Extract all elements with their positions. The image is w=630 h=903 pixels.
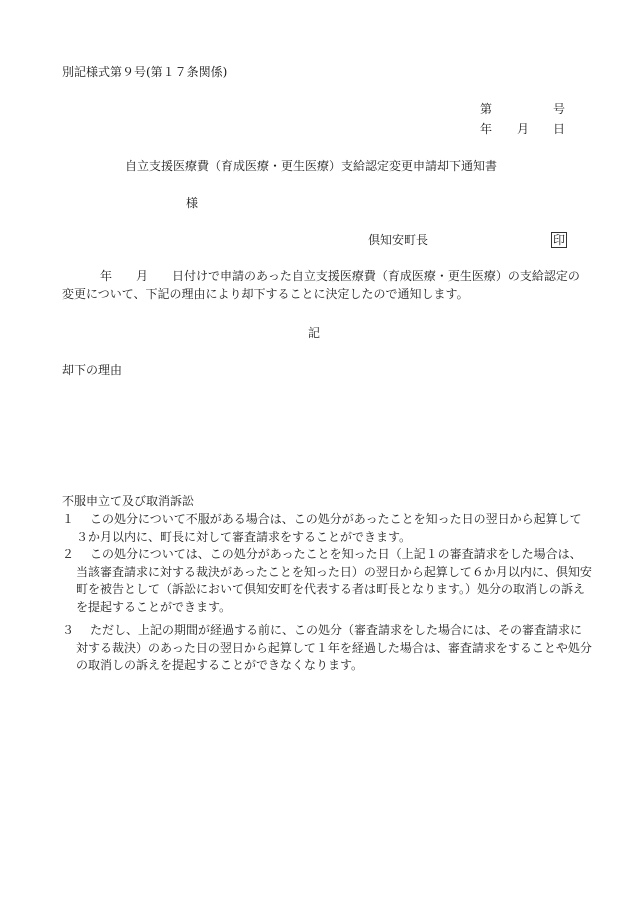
appeal-item-number: ３ bbox=[62, 623, 75, 637]
date-year: 年 bbox=[480, 122, 493, 136]
document-title: 自立支援医療費（育成医療・更生医療）支給認定変更申請却下通知書 bbox=[125, 159, 498, 173]
number-prefix: 第 bbox=[480, 102, 493, 116]
reason-heading: 却下の理由 bbox=[62, 363, 123, 377]
date-month: 月 bbox=[517, 122, 530, 136]
notice-text: 日付けで申請のあった自立支援医療費（育成医療・更生医療）の支給認定の変更について、下記の理由により却下することに決定したので通知します。 bbox=[62, 269, 580, 301]
body-date-month: 月 bbox=[136, 269, 149, 283]
appeal-item-number: １ bbox=[62, 512, 75, 526]
appeal-item-text: ただし、上記の期間が経過する前に、この処分（審査請求をした場合には、その審査請求に対する裁決）のあった日の翌日から起算して１年を経過した場合は、審査請求をすることや処分の取消しの訴えを提起することができなくなります。 bbox=[76, 623, 592, 672]
appeal-item-number: ２ bbox=[62, 547, 75, 561]
appeal-item-text: この処分について不服がある場合は、この処分があったことを知った日の翌日から起算して３か月以内に、町長に対して審査請求をすることができます。 bbox=[76, 512, 582, 544]
notice-paragraph bbox=[62, 268, 582, 303]
addressee-suffix: 様 bbox=[186, 196, 199, 210]
appeal-heading: 不服申立て及び取消訴訟 bbox=[62, 494, 195, 508]
appeal-item-1 bbox=[62, 511, 592, 546]
issuer-name: 倶知安町長 bbox=[368, 233, 429, 247]
body-date-year: 年 bbox=[100, 269, 113, 283]
seal-mark: 印 bbox=[553, 233, 566, 247]
date-day: 日 bbox=[553, 122, 566, 136]
form-label: 別記様式第９号(第１７条関係) bbox=[62, 65, 228, 79]
appeal-item-text: この処分については、この処分があったことを知った日（上記１の審査請求をした場合は、当該審査請求に対する裁決があったことを知った日）の翌日から起算して６か月以内に、倶知安町を被告として（訴訟において倶知安町を代表する者は町長となります。）処分の取消しの訴えを提起することができます。 bbox=[76, 547, 592, 614]
appeal-item-2 bbox=[62, 546, 592, 616]
number-suffix: 号 bbox=[553, 102, 566, 116]
ki-heading: 記 bbox=[308, 326, 321, 340]
appeal-item-3 bbox=[62, 622, 592, 675]
